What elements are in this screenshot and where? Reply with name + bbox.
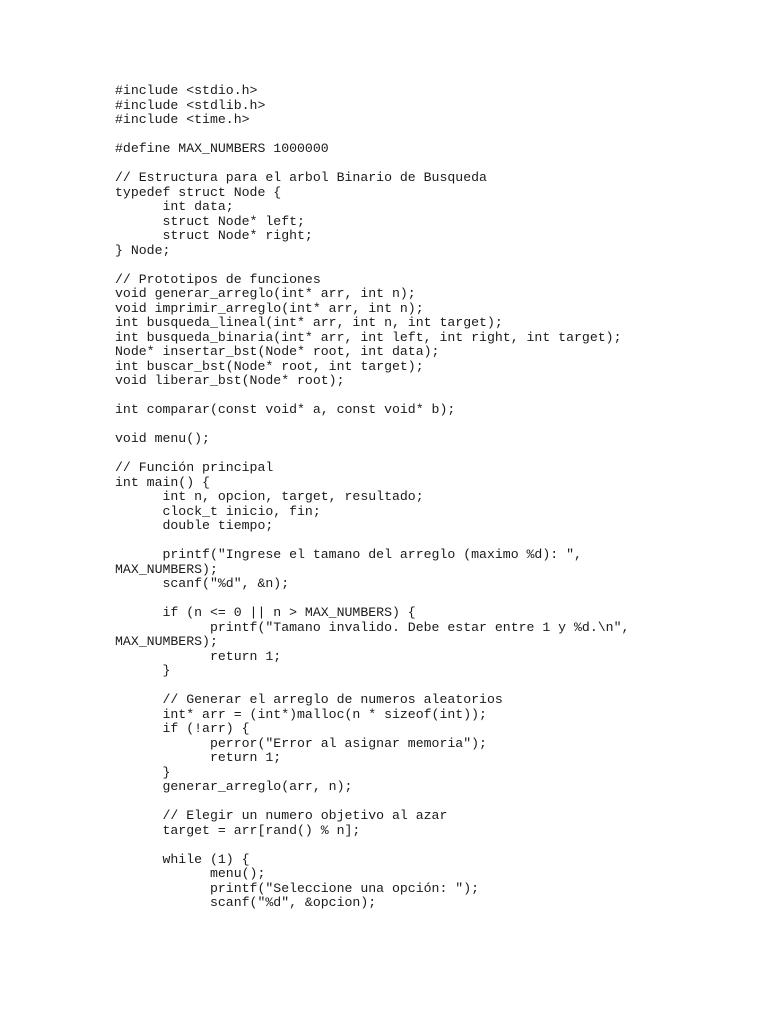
code-line: target = arr[rand() % n]; (115, 822, 361, 838)
code-line: // Elegir un numero objetivo al azar (115, 808, 448, 823)
code-line: perror("Error al asignar memoria"); (115, 735, 487, 751)
code-line: printf("Seleccione una opción: "); (115, 880, 480, 896)
blank-line (115, 592, 755, 607)
code-line: int main() { (115, 474, 210, 490)
code-line: int busqueda_binaria(int* arr, int left, int right, int target); (115, 329, 622, 345)
code-line: void liberar_bst(Node* root); (115, 373, 345, 388)
code-line: struct Node* left; (115, 213, 305, 229)
blank-line (115, 418, 755, 433)
blank-line (115, 795, 755, 810)
code-line: menu(); (115, 866, 266, 881)
code-line: printf("Ingrese el tamano del arreglo (maximo %d): ", (115, 547, 582, 562)
blank-line (115, 534, 755, 549)
code-line: MAX_NUMBERS); (115, 634, 218, 649)
code-line: int n, opcion, target, resultado; (115, 489, 424, 504)
code-line: while (1) { (115, 851, 250, 867)
blank-line (115, 157, 755, 172)
blank-line (115, 679, 755, 694)
code-line: int data; (115, 199, 234, 214)
code-line: } (115, 764, 171, 780)
code-line: Node* insertar_bst(Node* root, int data); (115, 344, 440, 359)
code-line: generar_arreglo(arr, n); (115, 779, 353, 794)
code-line: return 1; (115, 648, 282, 664)
code-line: // Función principal (115, 460, 274, 475)
code-line: // Estructura para el arbol Binario de Busqueda (115, 170, 487, 185)
code-line: } Node; (115, 242, 171, 258)
blank-line (115, 838, 755, 853)
code-line: clock_t inicio, fin; (115, 503, 321, 519)
blank-line (115, 128, 755, 143)
code-line: if (n <= 0 || n > MAX_NUMBERS) { (115, 605, 416, 620)
code-line: // Generar el arreglo de numeros aleatorios (115, 692, 503, 707)
code-line: void menu(); (115, 431, 210, 446)
code-line: #define MAX_NUMBERS 1000000 (115, 141, 329, 156)
code-line: double tiempo; (115, 518, 274, 533)
code-line: typedef struct Node { (115, 184, 282, 200)
code-line: #include <stdio.h> (115, 83, 258, 98)
code-line: printf("Tamano invalido. Debe estar entre 1 y %d.\n", (115, 619, 630, 635)
code-line: MAX_NUMBERS); (115, 561, 218, 577)
code-line: scanf("%d", &opcion); (115, 895, 377, 910)
code-line: return 1; (115, 750, 282, 765)
code-line: #include <stdlib.h> (115, 97, 266, 113)
blank-line (115, 447, 755, 462)
blank-line (115, 258, 755, 273)
code-line: // Prototipos de funciones (115, 271, 321, 287)
code-line: struct Node* right; (115, 228, 313, 243)
code-line: void imprimir_arreglo(int* arr, int n); (115, 300, 424, 316)
code-line: void generar_arreglo(int* arr, int n); (115, 286, 416, 301)
code-line: int* arr = (int*)malloc(n * sizeof(int)); (115, 706, 487, 722)
code-line: int busqueda_lineal(int* arr, int n, int target); (115, 315, 503, 330)
code-line: if (!arr) { (115, 721, 250, 736)
code-line: scanf("%d", &n); (115, 576, 290, 591)
code-line: #include <time.h> (115, 112, 250, 127)
code-line: int comparar(const void* a, const void* b); (115, 402, 456, 417)
blank-line (115, 389, 755, 404)
code-line: } (115, 663, 171, 678)
code-line: int buscar_bst(Node* root, int target); (115, 358, 424, 374)
code-listing (115, 84, 755, 911)
